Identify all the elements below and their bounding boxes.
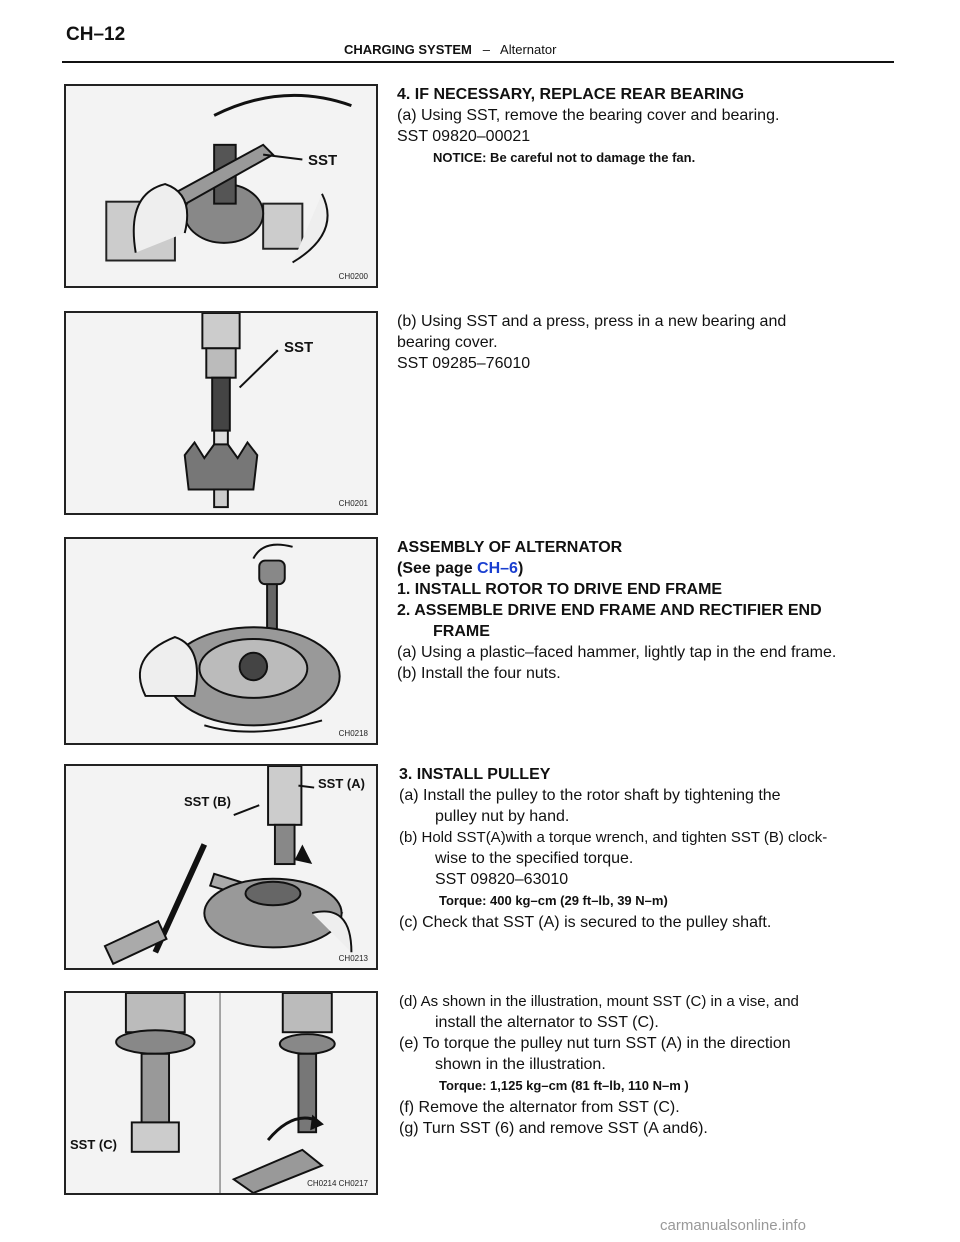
sst-number: SST 09820–63010 xyxy=(435,871,569,888)
subsection-title: Alternator xyxy=(500,42,557,57)
figure-code: CH0201 xyxy=(338,499,368,508)
text-block-assembly xyxy=(397,537,887,684)
step-text-cont: bearing cover. xyxy=(397,334,498,351)
step-text: (b) Using SST and a press, press in a new bearing and xyxy=(397,313,787,330)
figure-label-sst: SST xyxy=(284,339,314,356)
section-separator: – xyxy=(482,42,490,57)
text-block-torque-pulley xyxy=(399,991,889,1139)
page-number: CH–12 xyxy=(66,24,126,45)
step-heading: 4. IF NECESSARY, REPLACE REAR BEARING xyxy=(397,86,745,103)
text-block-install-pulley xyxy=(399,764,889,933)
torque-spec: Torque: 400 kg–cm (29 ft–lb, 39 N–m) xyxy=(439,893,668,908)
step-heading: 1. INSTALL ROTOR TO DRIVE END FRAME xyxy=(397,581,723,598)
section-heading: ASSEMBLY OF ALTERNATOR xyxy=(397,539,623,556)
figure-remove-bearing xyxy=(64,84,378,288)
notice-text: NOTICE: Be careful not to damage the fan. xyxy=(433,150,696,165)
header-rule xyxy=(62,61,894,63)
figure-label-sst: SST xyxy=(308,152,338,169)
figure-label-sst-a: SST (A) xyxy=(318,776,365,791)
figure-label-sst-c: SST (C) xyxy=(70,1137,117,1152)
step-text: (a) Install the pulley to the rotor shaft by tightening the xyxy=(399,787,781,804)
figure-install-pulley xyxy=(64,764,378,970)
illustration-torque-pulley xyxy=(66,993,376,1193)
step-text-cont: pulley nut by hand. xyxy=(435,808,570,825)
step-text: (f) Remove the alternator from SST (C). xyxy=(399,1099,680,1116)
page-reference xyxy=(397,558,887,579)
section-title: CHARGING SYSTEM xyxy=(344,42,472,57)
text-block-replace-bearing xyxy=(397,84,887,169)
figure-code: CH0214 CH0217 xyxy=(307,1179,368,1188)
step-text: (d) As shown in the illustration, mount SST (C) in a vise, and xyxy=(399,993,799,1010)
figure-code: CH0200 xyxy=(338,272,368,281)
watermark: carmanualsonline.info xyxy=(660,1217,806,1234)
step-text: (a) Using a plastic–faced hammer, lightly tap in the end frame. xyxy=(397,644,837,661)
figure-code: CH0218 xyxy=(338,729,368,738)
illustration-assemble-frame xyxy=(66,539,376,743)
step-text: (b) Hold SST(A)with a torque wrench, and tighten SST (B) clock- xyxy=(399,829,828,846)
step-heading: 3. INSTALL PULLEY xyxy=(399,766,551,783)
text-block-press-bearing xyxy=(397,311,887,374)
figure-torque-pulley xyxy=(64,991,378,1195)
torque-spec: Torque: 1,125 kg–cm (81 ft–lb, 110 N–m ) xyxy=(439,1078,689,1093)
section-header xyxy=(344,42,556,57)
step-text: (b) Install the four nuts. xyxy=(397,665,561,682)
step-text: (g) Turn SST (6) and remove SST (A and6). xyxy=(399,1120,708,1137)
figure-label-sst-b: SST (B) xyxy=(184,794,231,809)
figure-assemble-frame xyxy=(64,537,378,745)
step-text: (e) To torque the pulley nut turn SST (A) in the direction xyxy=(399,1035,791,1052)
reference-link[interactable]: CH–6 xyxy=(477,560,518,577)
figure-code: CH0213 xyxy=(338,954,368,963)
step-text-cont: shown in the illustration. xyxy=(435,1056,606,1073)
sst-number: SST 09285–76010 xyxy=(397,355,531,372)
step-heading: 2. ASSEMBLE DRIVE END FRAME AND RECTIFIER END xyxy=(397,602,822,619)
step-heading-cont: FRAME xyxy=(433,623,490,640)
step-text: (a) Using SST, remove the bearing cover and bearing. xyxy=(397,107,780,124)
illustration-press-bearing xyxy=(66,313,376,513)
reference-prefix: (See page xyxy=(397,560,478,577)
illustration-remove-bearing xyxy=(66,86,376,286)
figure-press-bearing xyxy=(64,311,378,515)
reference-suffix: ) xyxy=(517,560,524,577)
step-text-cont: wise to the specified torque. xyxy=(435,850,634,867)
sst-number: SST 09820–00021 xyxy=(397,128,531,145)
step-text-cont: install the alternator to SST (C). xyxy=(435,1014,659,1031)
step-text: (c) Check that SST (A) is secured to the pulley shaft. xyxy=(399,914,772,931)
